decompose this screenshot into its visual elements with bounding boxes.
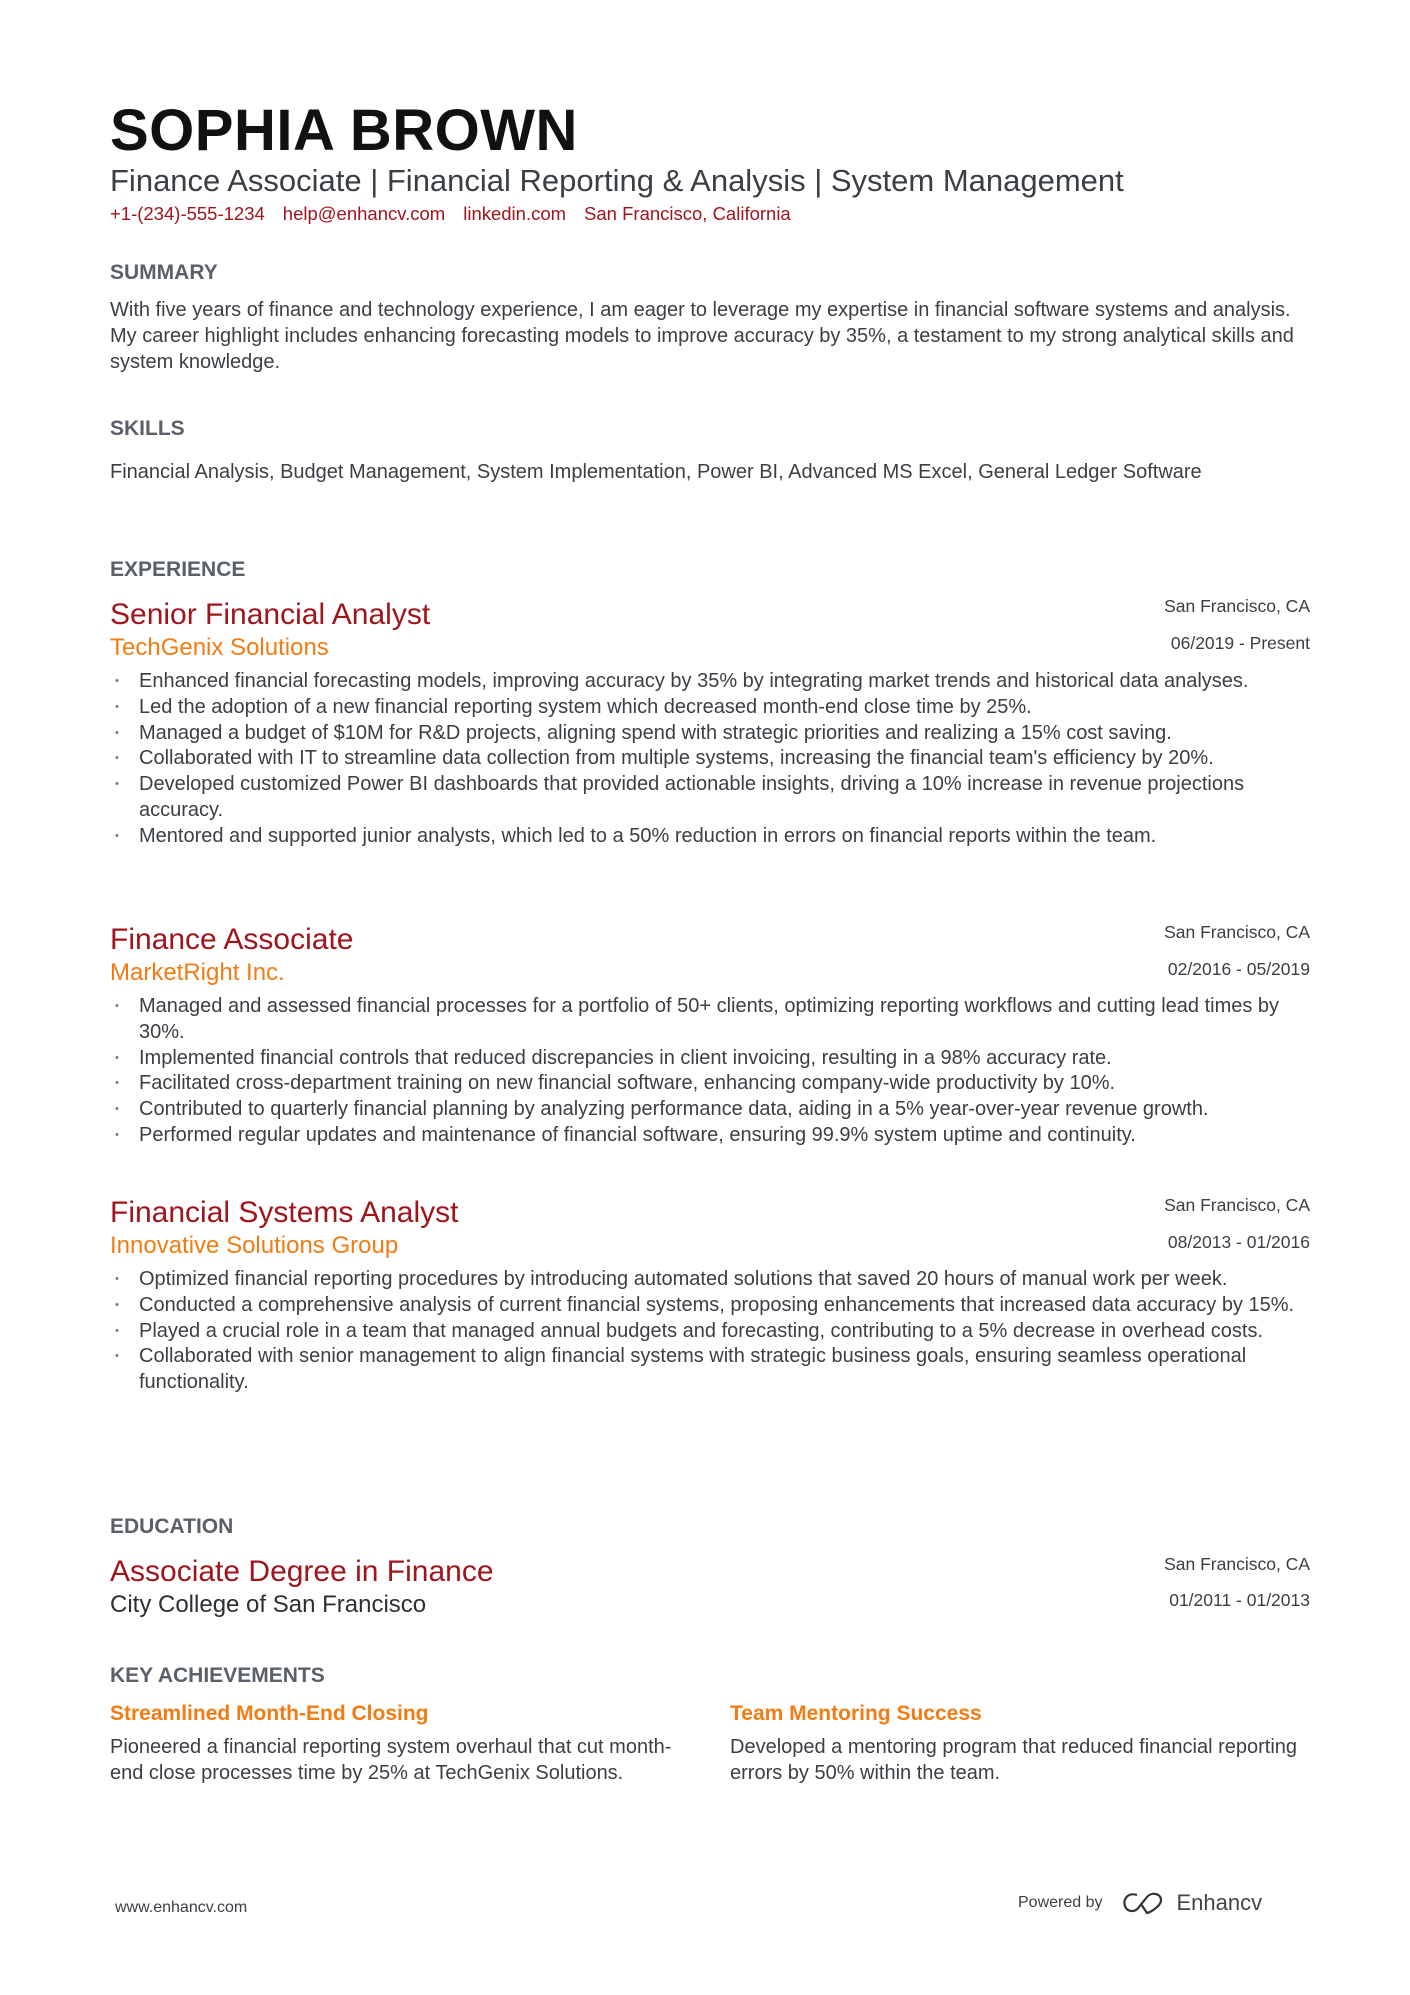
bullet: • Optimized financial reporting procedures by introducing automated solutions that saved 20 hours of manual work per week. xyxy=(110,1267,1310,1293)
bullet: • Collaborated with senior management to align financial systems with strategic business goals, ensuring seamless operational functionality. xyxy=(110,1344,1310,1396)
location: San Francisco, California xyxy=(584,203,791,224)
enhancv-brand: Enhancv xyxy=(1176,1890,1263,1915)
job-bullets xyxy=(110,669,1310,850)
bullet: • Enhanced financial forecasting models, improving accuracy by 35% by integrating market trends and historical data analyses. xyxy=(110,669,1310,695)
bullet: • Facilitated cross-department training on new financial software, enhancing company-wide productivity by 10%. xyxy=(110,1071,1310,1097)
job-title: Senior Financial Analyst xyxy=(110,598,431,631)
enhancv-logo xyxy=(1121,1890,1263,1916)
job-title: Finance Associate xyxy=(110,923,354,956)
education-location: San Francisco, CA xyxy=(1164,1554,1310,1574)
job-location: San Francisco, CA xyxy=(1164,922,1310,942)
job-location: San Francisco, CA xyxy=(1164,596,1310,616)
education-heading: EDUCATION xyxy=(110,1515,234,1538)
skills-heading: SKILLS xyxy=(110,417,185,440)
summary-heading: SUMMARY xyxy=(110,261,218,284)
bullet: • Mentored and supported junior analysts, which led to a 50% reduction in errors on financial reports within the team. xyxy=(110,824,1310,850)
bullet: • Contributed to quarterly financial planning by analyzing performance data, aiding in a 5% year-over-year revenue growth. xyxy=(110,1097,1310,1123)
bullet: • Performed regular updates and maintenance of financial software, ensuring 99.9% system uptime and continuity. xyxy=(110,1123,1310,1149)
linkedin-link[interactable]: linkedin.com xyxy=(463,203,567,224)
job-dates: 06/2019 - Present xyxy=(1170,633,1310,653)
powered-by-label: Powered by xyxy=(1018,1894,1103,1911)
experience-heading: EXPERIENCE xyxy=(110,558,246,581)
company-name: MarketRight Inc. xyxy=(110,959,285,986)
job-bullets xyxy=(110,1267,1310,1396)
job-entry xyxy=(110,922,1310,1149)
skills-text: Financial Analysis, Budget Management, System Implementation, Power BI, Advanced MS Excel, General Ledger Software xyxy=(110,461,1202,483)
headline: Finance Associate | Financial Reporting & Analysis | System Management xyxy=(110,163,1124,198)
candidate-name: SOPHIA BROWN xyxy=(110,98,578,163)
email[interactable]: help@enhancv.com xyxy=(282,203,446,224)
degree: Associate Degree in Finance xyxy=(110,1555,494,1588)
achievement xyxy=(730,1701,1300,1787)
job-entry xyxy=(110,1195,1310,1396)
contact-info xyxy=(110,202,791,226)
bullet: • Developed customized Power BI dashboards that provided actionable insights, driving a 10% increase in revenue projections accuracy. xyxy=(110,772,1310,824)
education-dates: 01/2011 - 01/2013 xyxy=(1169,1590,1310,1610)
bullet: • Managed and assessed financial processes for a portfolio of 50+ clients, optimizing reporting workflows and cutting lead times by 30%. xyxy=(110,994,1310,1046)
bullet: • Implemented financial controls that reduced discrepancies in client invoicing, resulting in a 98% accuracy rate. xyxy=(110,1046,1310,1072)
job-dates: 02/2016 - 05/2019 xyxy=(1167,959,1310,979)
achievement-text: Pioneered a financial reporting system overhaul that cut month-end close processes time by 25% at TechGenix Solutions. xyxy=(110,1736,672,1784)
summary-text: With five years of finance and technology experience, I am eager to leverage my expertise in financial software systems and analysis. My career highlight includes enhancing forecasting models to improve accuracy by 35%, a testament to my strong analytical skills and system knowledge. xyxy=(110,299,1294,373)
job-location: San Francisco, CA xyxy=(1164,1195,1310,1215)
bullet: • Led the adoption of a new financial reporting system which decreased month-end close time by 25%. xyxy=(110,695,1310,721)
powered-by xyxy=(1018,1890,1262,1916)
company-name: TechGenix Solutions xyxy=(110,634,329,661)
job-entry xyxy=(110,597,1310,850)
education-entry xyxy=(110,1554,1310,1620)
job-dates: 08/2013 - 01/2016 xyxy=(1167,1232,1310,1252)
achievement-text: Developed a mentoring program that reduced financial reporting errors by 50% within the team. xyxy=(730,1736,1298,1784)
bullet: • Collaborated with IT to streamline data collection from multiple systems, increasing the financial team's efficiency by 20%. xyxy=(110,746,1310,772)
achievement-title: Streamlined Month-End Closing xyxy=(110,1702,429,1725)
enhancv-logo-icon xyxy=(1121,1890,1167,1916)
bullet: • Managed a budget of $10M for R&D projects, aligning spend with strategic priorities and realizing a 15% cost saving. xyxy=(110,721,1310,747)
bullet: • Played a crucial role in a team that managed annual budgets and forecasting, contributing to a 5% decrease in overhead costs. xyxy=(110,1319,1310,1345)
achievement xyxy=(110,1701,680,1787)
achievement-title: Team Mentoring Success xyxy=(730,1702,982,1725)
school-name: City College of San Francisco xyxy=(110,1591,427,1618)
achievements-heading: KEY ACHIEVEMENTS xyxy=(110,1664,325,1687)
bullet: • Conducted a comprehensive analysis of current financial systems, proposing enhancements that increased data accuracy by 15%. xyxy=(110,1293,1310,1319)
phone[interactable]: +1-(234)-555-1234 xyxy=(110,203,265,224)
job-title: Financial Systems Analyst xyxy=(110,1196,459,1229)
job-bullets xyxy=(110,994,1310,1149)
company-name: Innovative Solutions Group xyxy=(110,1232,399,1259)
footer-website[interactable]: www.enhancv.com xyxy=(115,1899,248,1916)
